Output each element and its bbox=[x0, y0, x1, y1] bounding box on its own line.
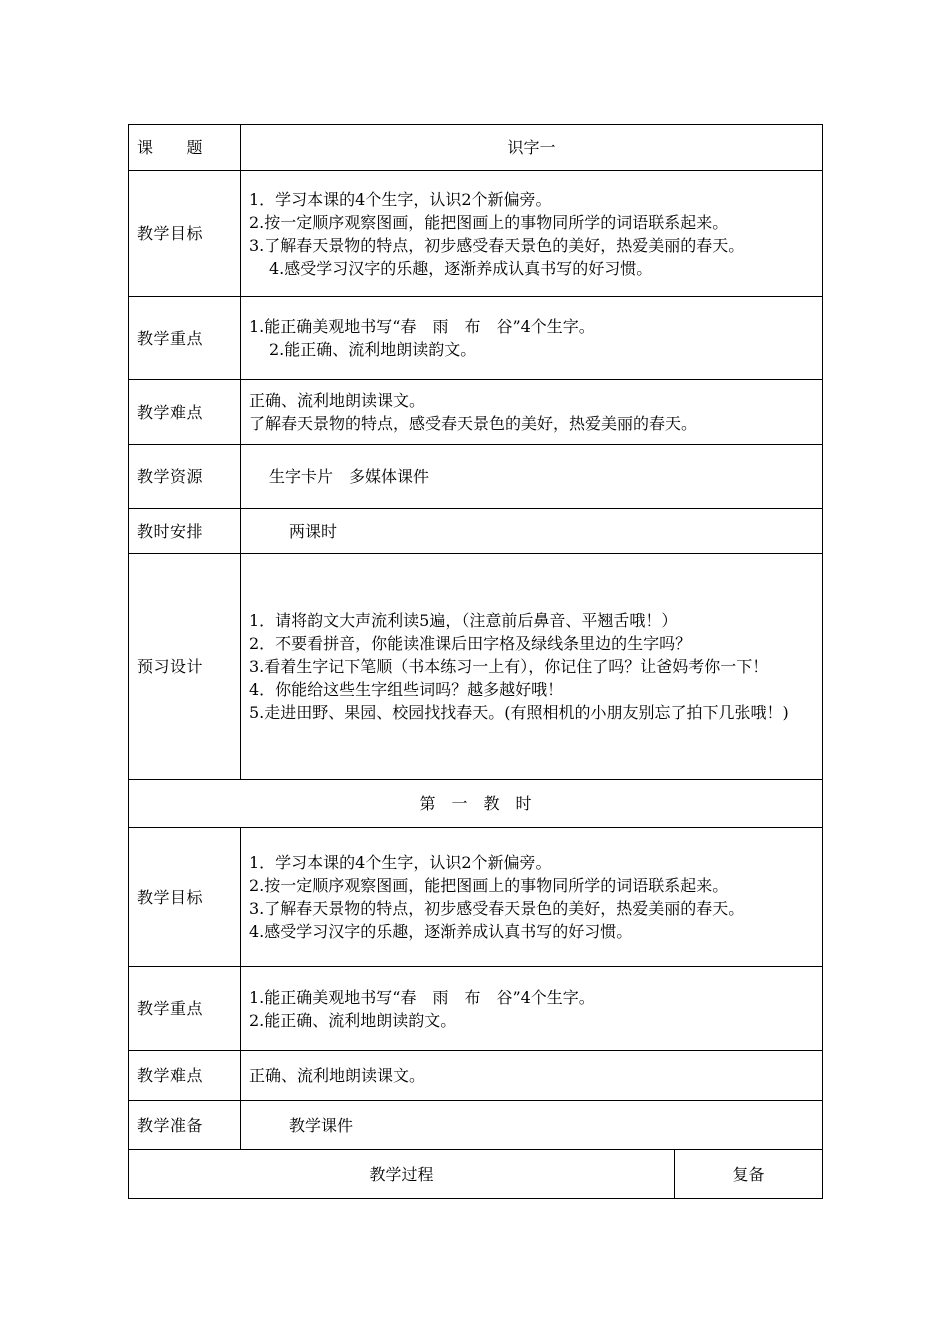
title-row bbox=[129, 125, 823, 171]
goal-item: 1．学习本课的4个生字，认识2个新偏旁。 bbox=[249, 853, 552, 872]
resources-row bbox=[129, 445, 823, 509]
session-heading-row bbox=[129, 780, 823, 828]
goal-item: 2.按一定顺序观察图画，能把图画上的事物同所学的词语联系起来。 bbox=[249, 876, 729, 895]
preparation-label: 教学准备 bbox=[129, 1101, 241, 1150]
process-header-row bbox=[129, 1150, 823, 1199]
key-points-content bbox=[241, 967, 823, 1051]
difficulty-item: 了解春天景物的特点，感受春天景色的美好，热爱美丽的春天。 bbox=[249, 414, 698, 433]
goal-item: 3.了解春天景物的特点，初步感受春天景色的美好，热爱美丽的春天。 bbox=[249, 899, 745, 918]
difficulties-value: 正确、流利地朗读课文。 bbox=[241, 1051, 823, 1101]
goal-item: 1．学习本课的4个生字，认识2个新偏旁。 bbox=[249, 189, 552, 209]
schedule-label: 教时安排 bbox=[129, 509, 241, 554]
preparation-content bbox=[241, 1101, 823, 1150]
session-heading: 第 一 教 时 bbox=[129, 780, 823, 828]
difficulties-row-2 bbox=[129, 1051, 823, 1101]
review-header: 复备 bbox=[675, 1150, 823, 1199]
resources-value: 生字卡片 多媒体课件 bbox=[269, 467, 430, 486]
goals-label: 教学目标 bbox=[129, 828, 241, 967]
goals-content bbox=[241, 828, 823, 967]
goals-row-2 bbox=[129, 828, 823, 967]
goals-row-1 bbox=[129, 171, 823, 297]
key-point-item: 2.能正确、流利地朗读韵文。 bbox=[249, 1010, 457, 1030]
key-points-content bbox=[241, 297, 823, 380]
key-point-item: 1.能正确美观地书写“春 雨 布 谷”4个生字。 bbox=[249, 317, 595, 336]
difficulties-label: 教学难点 bbox=[129, 380, 241, 445]
process-header: 教学过程 bbox=[129, 1150, 675, 1199]
resources-content bbox=[241, 445, 823, 509]
lesson-plan-table bbox=[128, 124, 823, 1199]
schedule-value: 两课时 bbox=[289, 521, 338, 541]
goals-content bbox=[241, 171, 823, 297]
goal-item: 4.感受学习汉字的乐趣，逐渐养成认真书写的好习惯。 bbox=[269, 258, 653, 278]
resources-label: 教学资源 bbox=[129, 445, 241, 509]
key-points-label: 教学重点 bbox=[129, 967, 241, 1051]
preview-item: 1．请将韵文大声流利读5遍，（注意前后鼻音、平翘舌哦！） bbox=[249, 611, 678, 630]
goal-item: 3.了解春天景物的特点，初步感受春天景色的美好，热爱美丽的春天。 bbox=[249, 235, 745, 255]
goal-item: 4.感受学习汉字的乐趣，逐渐养成认真书写的好习惯。 bbox=[249, 922, 633, 941]
preview-item: 4．你能给这些生字组些词吗？越多越好哦！ bbox=[249, 680, 564, 699]
preview-item: 2．不要看拼音，你能读准课后田字格及绿线条里边的生字吗？ bbox=[249, 634, 692, 653]
key-point-item: 1.能正确美观地书写“春 雨 布 谷”4个生字。 bbox=[249, 987, 595, 1007]
preview-content bbox=[241, 554, 823, 780]
difficulty-item: 正确、流利地朗读课文。 bbox=[249, 391, 426, 410]
difficulties-content bbox=[241, 380, 823, 445]
key-points-row-2 bbox=[129, 967, 823, 1051]
title-label: 课 题 bbox=[129, 125, 241, 171]
difficulties-label: 教学难点 bbox=[129, 1051, 241, 1101]
preview-row bbox=[129, 554, 823, 780]
preparation-value: 教学课件 bbox=[289, 1115, 354, 1135]
schedule-row bbox=[129, 509, 823, 554]
difficulties-row-1 bbox=[129, 380, 823, 445]
key-points-label: 教学重点 bbox=[129, 297, 241, 380]
goal-item: 2.按一定顺序观察图画，能把图画上的事物同所学的词语联系起来。 bbox=[249, 212, 729, 232]
key-point-item: 2.能正确、流利地朗读韵文。 bbox=[269, 340, 477, 359]
key-points-row-1 bbox=[129, 297, 823, 380]
title-value: 识字一 bbox=[241, 125, 823, 171]
preview-item: 5.走进田野、果园、校园找找春天。(有照相机的小朋友别忘了拍下几张哦！) bbox=[249, 703, 789, 722]
preview-item: 3.看着生字记下笔顺（书本练习一上有），你记住了吗？让爸妈考你一下！ bbox=[249, 657, 769, 676]
preview-label: 预习设计 bbox=[129, 554, 241, 780]
goals-label: 教学目标 bbox=[129, 171, 241, 297]
schedule-content bbox=[241, 509, 823, 554]
preparation-row bbox=[129, 1101, 823, 1150]
